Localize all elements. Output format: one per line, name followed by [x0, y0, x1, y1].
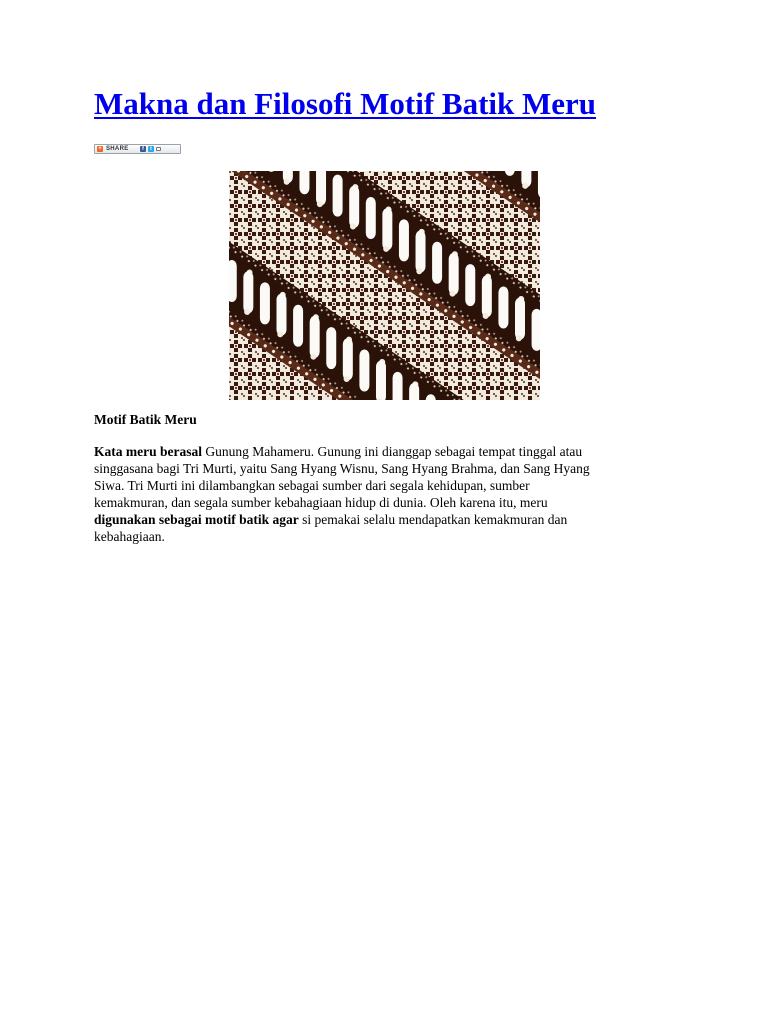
email-icon	[156, 147, 161, 151]
addthis-plus-icon: +	[98, 146, 102, 152]
text-run: Gunung Mahameru. Gunung ini dianggap sebagai tempat tinggal atau	[201, 444, 583, 459]
page-title	[94, 84, 596, 124]
twitter-icon: t	[148, 146, 154, 152]
text-run: si pemakai selalu mendapatkan kemakmuran dan	[298, 512, 568, 527]
paragraph-line: kebahagiaan.	[94, 529, 165, 544]
paragraph-line: Siwa. Tri Murti ini dilambangkan sebagai sumber dari segala kehidupan, sumber	[94, 478, 530, 493]
paragraph-line: singgasana bagi Tri Murti, yaitu Sang Hyang Wisnu, Sang Hyang Brahma, dan Sang Hyang	[94, 461, 590, 476]
share-button[interactable]	[94, 144, 181, 154]
facebook-icon: f	[140, 146, 146, 152]
share-label: SHARE	[106, 146, 129, 152]
paragraph-line: kemakmuran, dan segala sumber kebahagiaan hidup di dunia. Oleh karena itu, meru	[94, 495, 548, 510]
body-paragraph	[94, 443, 684, 545]
image-caption: Motif Batik Meru	[94, 412, 197, 427]
batik-meru-image	[229, 171, 540, 400]
paragraph-line	[94, 511, 684, 528]
paragraph-line	[94, 443, 684, 460]
title-link[interactable]: Makna dan Filosofi Motif Batik Meru	[94, 86, 597, 121]
bold-phrase: digunakan sebagai motif batik agar	[94, 512, 299, 527]
bold-phrase: Kata meru berasal	[94, 444, 202, 459]
